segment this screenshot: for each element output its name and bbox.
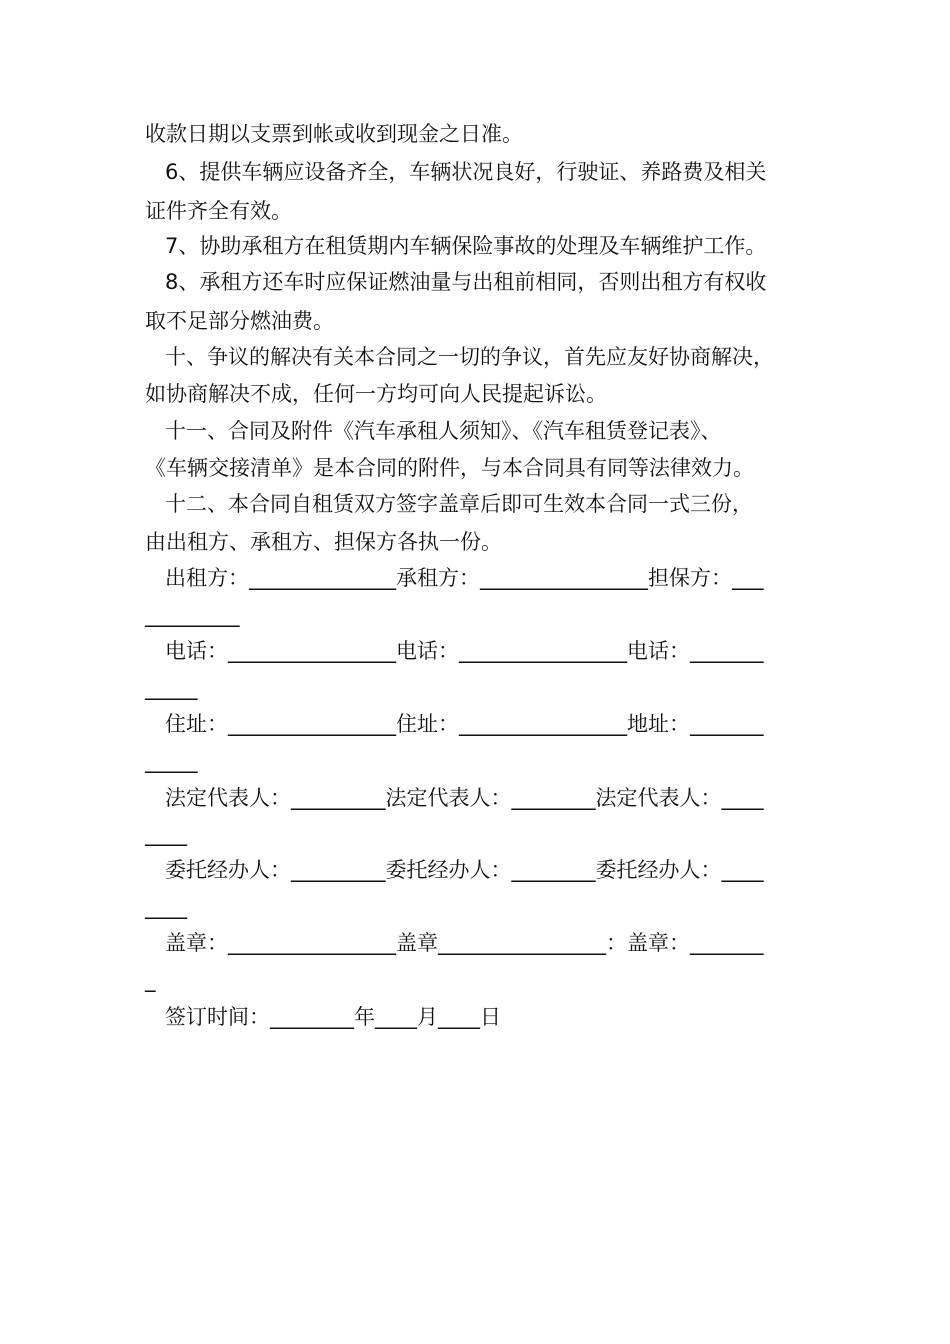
signature-address-row-continued: _____ [145,749,198,773]
paragraph-payment-date: 收款日期以支票到帐或收到现金之日准。 [145,122,523,146]
signature-legal-rep-row-continued: ____ [145,822,187,846]
clause-10-dispute: 十、争议的解决有关本合同之一切的争议，首先应友好协商解决， [165,345,774,369]
signature-phone-row-continued: _____ [145,676,198,700]
clause-12-effectiveness-continued: 由出租方、承租方、担保方各执一份。 [145,530,502,554]
signing-date-line: 签订时间：________年____月____日 [165,1005,501,1029]
clause-11-attachments-continued: 《车辆交接清单》是本合同的附件，与本合同具有同等法律效力。 [145,456,754,480]
clause-11-attachments: 十一、合同及附件《汽车承租人须知》、《汽车租赁登记表》、 [165,419,722,443]
signature-agent-row: 委托经办人：_________委托经办人：________委托经办人：____ [165,858,764,882]
signature-legal-rep-row: 法定代表人：_________法定代表人：________法定代表人：____ [165,786,764,810]
paragraph-item-7: 7、协助承租方在租赁期内车辆保险事故的处理及车辆维护工作。 [165,234,767,258]
signature-address-row: 住址：________________住址：________________地址：_______ [165,712,764,736]
signature-seal-row-continued: _ [145,968,156,992]
signature-phone-row: 电话：________________电话：________________电话：_______ [165,639,764,663]
paragraph-item-6: 6、提供车辆应设备齐全，车辆状况良好，行驶证、养路费及相关 [165,160,767,184]
paragraph-item-8-continued: 取不足部分燃油费。 [145,309,334,333]
signature-agent-row-continued: ____ [145,895,187,919]
paragraph-item-6-continued: 证件齐全有效。 [145,199,292,223]
clause-12-effectiveness: 十二、本合同自租赁双方签字盖章后即可生效本合同一式三份， [165,492,753,516]
signature-party-row-continued: _________ [145,603,240,627]
signature-seal-row: 盖章：________________盖章________________：盖章：_______ [165,931,764,955]
clause-10-dispute-continued: 如协商解决不成，任何一方均可向人民提起诉讼。 [145,382,607,406]
signature-party-row: 出租方：______________承租方：________________担保方：___ [165,566,764,590]
paragraph-item-8: 8、承租方还车时应保证燃油量与出租前相同，否则出租方有权收 [165,270,767,294]
